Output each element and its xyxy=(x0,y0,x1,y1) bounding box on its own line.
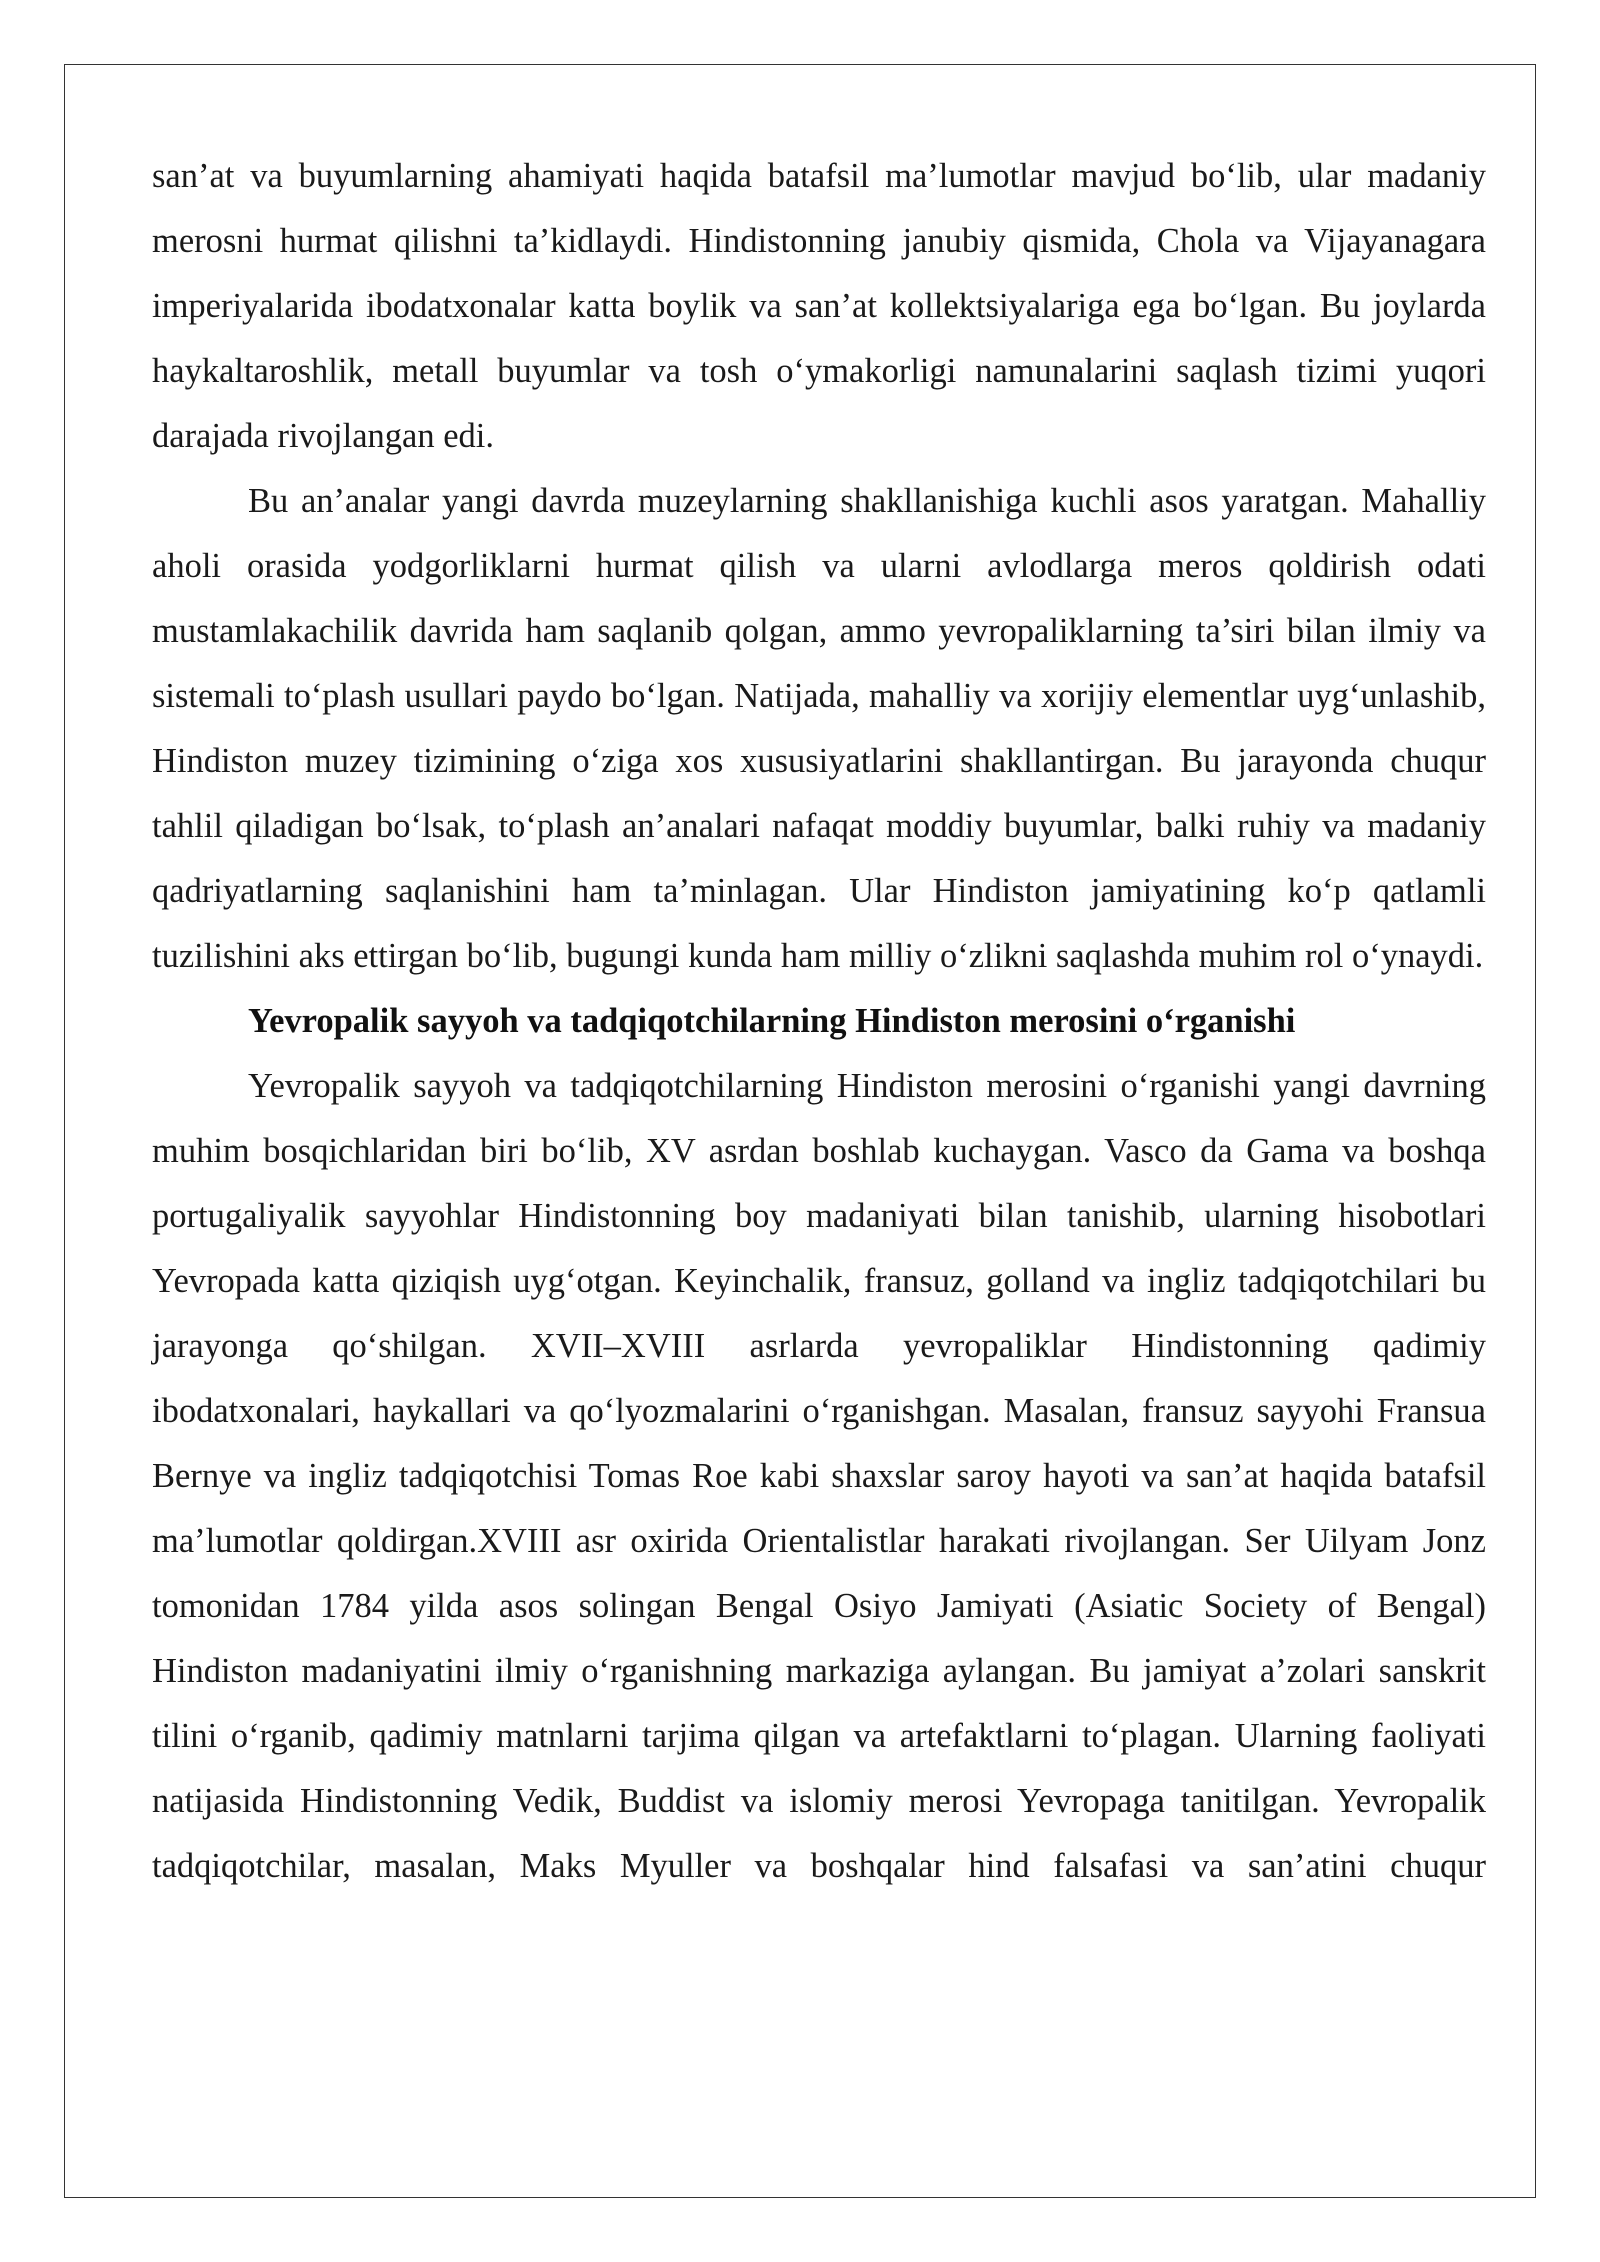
paragraph-3: Yevropalik sayyoh va tadqiqotchilarning Hindiston merosini o‘rganishi yangi davrning muhim bosqichlaridan biri bo‘lib, XV asrdan boshlab kuchaygan. Vasco da Gama va boshqa portugaliyalik sayyohlar Hindistonning boy madaniyati bilan tanishib, ularning hisobotlari Yevropada katta qiziqish uyg‘otgan. Keyinchalik, fransuz, golland va ingliz tadqiqotchilari bu jarayonga qo‘shilgan. XVII–XVIII asrlarda yevropaliklar Hindistonning qadimiy ibodatxonalari, haykallari va qo‘lyozmalarini o‘rganishgan. Masalan, fransuz sayyohi Fransua Bernye va ingliz tadqiqotchisi Tomas Roe kabi shaxslar saroy hayoti va san’at haqida batafsil ma’lumotlar qoldirgan.XVIII asr oxirida Orientalistlar harakati rivojlangan. Ser Uilyam Jonz tomonidan 1784 yilda asos solingan Bengal Osiyo Jamiyati (Asiatic Society of Bengal) Hindiston madaniyatini ilmiy o‘rganishning markaziga aylangan. Bu jamiyat a’zolari sanskrit tilini o‘rganib, qadimiy matnlarni tarjima qilgan va artefaktlarni to‘plagan. Ularning faoliyati natijasida Hindistonning Vedik, Buddist va islomiy merosi Yevropaga tanitilgan. Yevropalik tadqiqotchilar, masalan, Maks Myuller va boshqalar hind falsafasi va san’atini chuqur xyxy=(152,1067,1486,1885)
document-body xyxy=(152,144,1486,1899)
section-heading: Yevropalik sayyoh va tadqiqotchilarning Hindiston merosini o‘rganishi xyxy=(248,1002,1296,1040)
paragraph-1: san’at va buyumlarning ahamiyati haqida batafsil ma’lumotlar mavjud bo‘lib, ular madaniy merosni hurmat qilishni ta’kidlaydi. Hindistonning janubiy qismida, Chola va Vijayanagara imperiyalarida ibodatxonalar katta boylik va san’at kollektsiyalariga ega bo‘lgan. Bu joylarda haykaltaroshlik, metall buyumlar va tosh o‘ymakorligi namunalarini saqlash tizimi yuqori darajada rivojlangan edi. xyxy=(152,157,1486,455)
paragraph-2: Bu an’analar yangi davrda muzeylarning shakllanishiga kuchli asos yaratgan. Mahalliy aholi orasida yodgorliklarni hurmat qilish va ularni avlodlarga meros qoldirish odati mustamlakachilik davrida ham saqlanib qolgan, ammo yevropaliklarning ta’siri bilan ilmiy va sistemali to‘plash usullari paydo bo‘lgan. Natijada, mahalliy va xorijiy elementlar uyg‘unlashib, Hindiston muzey tizimining o‘ziga xos xususiyatlarini shakllantirgan. Bu jarayonda chuqur tahlil qiladigan bo‘lsak, to‘plash an’analari nafaqat moddiy buyumlar, balki ruhiy va madaniy qadriyatlarning saqlanishini ham ta’minlagan. Ular Hindiston jamiyatining ko‘p qatlamli tuzilishini aks ettirgan bo‘lib, bugungi kunda ham milliy o‘zlikni saqlashda muhim rol o‘ynaydi. xyxy=(152,482,1486,975)
